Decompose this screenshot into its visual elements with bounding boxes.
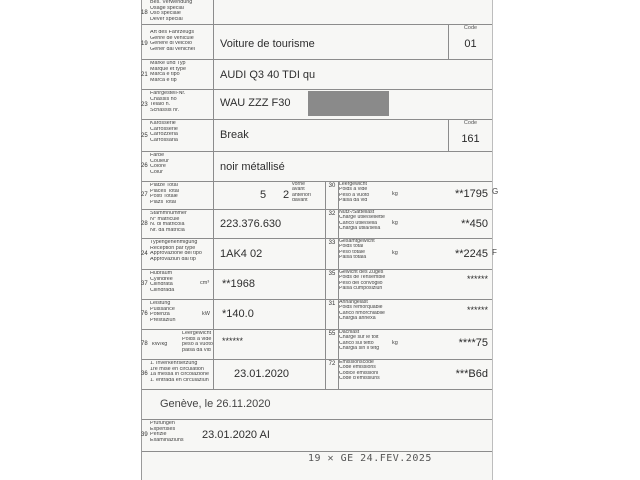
label-total-weight: Gesamtgewicht Poids total Peso totale Paisa totala (339, 239, 375, 261)
row-power-weight-roof-load: 78 kW/kg Leergewicht Poids à vide peso a vuoto paisa da vid ****** 55 Dachlast Charge sur le toit Carico sul tetto Chargia sin il tetg kg ****75 (142, 329, 492, 360)
emission-code-value: ***B6d (455, 368, 488, 380)
power-value: *140.0 (222, 308, 254, 320)
label-special-use: Bes. Verwendung Usage spécial Uso speciale Dever special (150, 0, 214, 24)
inspection-stamp: 19 ✕ GE 24.FEV.2025 (308, 453, 432, 464)
train-weight-value: ****** (466, 274, 488, 284)
row-matricule-payload: 28 Stammnummer N° matricule N. di matricola Nr. da matricla 223.376.630 32 Nutz-/Sattellast Charge utile/sellette Carico utile/sella Chargia utila/sella kg **450 (142, 209, 492, 239)
row-vehicle-kind: 19 Art des Fahrzeugs Genre de véhicule Genere di veicolo Gener dal vehichel Voiture de tourisme Code 01 (142, 24, 492, 60)
towing-weight-value: ****** (466, 305, 488, 315)
seats-total-value: 5 (260, 189, 267, 201)
power-weight-value: ****** (222, 336, 244, 346)
label-vehicle-kind: Art des Fahrzeugs Genre de véhicule Genere di veicolo Gener dal vehichel (150, 24, 214, 59)
row-inspections: 39 Prüfungen Expertises Perizie Examinaziuns 23.01.2020 AI (142, 419, 492, 452)
row-body: 25 Karosserie Carrosserie Carrozzeria Carrossaria Break Code 161 (142, 119, 492, 152)
matricule-value: 223.376.630 (220, 218, 282, 230)
label-seats: Plätze Total Places Total Posti Totale Plazs Total (150, 181, 214, 209)
chassis-value: WAU ZZZ F30 (220, 97, 291, 109)
label-payload: Nutz-/Sattellast Charge utile/sellette Carico utile/sella Chargia utila/sella (339, 210, 385, 232)
first-registration-value: 23.01.2020 (234, 368, 290, 380)
row-displacement-train-weight: 37 Hubraum Cylindrée Cilindrata Cilindrada cm³ **1968 35 Gewicht des Zuges Poids de l'ensemble Peso del convoglio Paisa cumposiziun ****** (142, 269, 492, 300)
empty-weight-value: **1795 (454, 188, 488, 200)
place-date-value: Genève, le 26.11.2020 (160, 398, 271, 410)
label-chassis: Fahrgestell-Nr. Châssis no Telaio n. Schassis nr. (150, 89, 214, 119)
make-type-value: AUDI Q3 40 TDI qu (220, 69, 316, 81)
chassis-redaction (308, 91, 389, 116)
label-emission-code: Emissionscode Code émissions Codice emissioni Code d'emissiuns (339, 360, 380, 382)
inspections-value: 23.01.2020 AI (202, 429, 270, 441)
payload-value: **450 (461, 218, 488, 230)
row-chassis: 23 Fahrgestell-Nr. Châssis no Telaio n. Schassis nr. WAU ZZZ F30 (142, 89, 492, 120)
side-marker-g: G (492, 187, 499, 196)
row-color: 26 Farbe Couleur Colore Colur noir métallisé (142, 151, 492, 182)
label-displacement: Hubraum Cylindrée Cilindrata Cilindrada (150, 269, 214, 299)
row-seats-empty-weight: 27 Plätze Total Places Total Posti Totale Plazs Total 5 2 vorne avant anteriori davant 30 Leergewicht Poids à vide Peso a vuoto Paisa da vid kg **1795 (142, 181, 492, 210)
label-body: Karosserie Carrosserie Carrozzeria Carrossaria (150, 119, 214, 151)
label-matricule: Stammnummer N° matricule N. di matricola Nr. da matricla (150, 209, 214, 238)
label-type-approval: Typengenehmigung Réception par type Approvazione del tipo Approvaziun dal tip (150, 238, 214, 269)
registration-document (141, 0, 493, 480)
label-seats-front: vorne avant anteriori davant (292, 182, 311, 204)
row-place-date (142, 389, 492, 420)
label-color: Farbe Couleur Colore Colur (150, 151, 214, 181)
label-inspections: Prüfungen Expertises Perizie Examinaziuns (150, 421, 184, 443)
vehicle-kind-code: 01 (464, 38, 477, 50)
body-code: 161 (461, 133, 480, 145)
row-power-towing: 76 Leistung Puissance Potenza Prestaziun kW *140.0 31 Anhängelast Poids remorquable Carico rimorchiabile Chargia annexa ****** (142, 299, 492, 330)
body-code-box: Code 161 (448, 119, 492, 151)
row-make-type: 21 Marke und Typ Marque et type Marca e tipo Marca e tip AUDI Q3 40 TDI qu (142, 59, 492, 90)
displacement-value: **1968 (222, 278, 256, 290)
label-power: Leistung Puissance Potenza Prestaziun (150, 299, 214, 329)
vehicle-kind-code-box: Code 01 (448, 24, 492, 59)
label-make-type: Marke und Typ Marque et type Marca e tipo Marca e tip (150, 59, 214, 89)
label-towing-weight: Anhängelast Poids remorquable Carico rimorchiabile Chargia annexa (339, 300, 385, 322)
row-type-approval-total-weight: 24 Typengenehmigung Réception par type Approvazione del tipo Approvaziun dal tip 1AK4 02 33 Gesamtgewicht Poids total Peso totale Paisa totala kg **2245 (142, 238, 492, 270)
body-value: Break (220, 129, 249, 141)
label-power-weight: kW/kg Leergewicht Poids à vide peso a vuoto paisa da vid (150, 329, 214, 359)
total-weight-value: **2245 (454, 248, 488, 260)
label-train-weight: Gewicht des Zuges Poids de l'ensemble Peso del convoglio Paisa cumposiziun (339, 270, 386, 292)
side-marker-f: F (492, 248, 497, 257)
label-roof-load: Dachlast Charge sur le toit Carico sul tetto Chargia sin il tetg (339, 330, 380, 352)
color-value: noir métallisé (220, 161, 285, 173)
seats-front-value: 2 (283, 189, 290, 201)
label-first-registration: 1. Inverkehrsetzung 1re mise en circulation 1a messa in circolazione 1. entrada en circulaziun (150, 359, 214, 389)
row-first-registration-emission: 36 1. Inverkehrsetzung 1re mise en circulation 1a messa in circolazione 1. entrada en circulaziun 23.01.2020 72 Emissionscode Code émissions Codice emissioni Code d'emissiuns ***B6d (142, 359, 492, 390)
type-approval-value: 1AK4 02 (220, 248, 263, 260)
vehicle-kind-value: Voiture de tourisme (220, 38, 315, 50)
roof-load-value: ****75 (458, 337, 488, 349)
label-empty-weight: Leergewicht Poids à vide Peso a vuoto Paisa da vid (339, 182, 370, 204)
row-special-use: 18 Bes. Verwendung Usage spécial Uso speciale Dever special (142, 0, 492, 25)
